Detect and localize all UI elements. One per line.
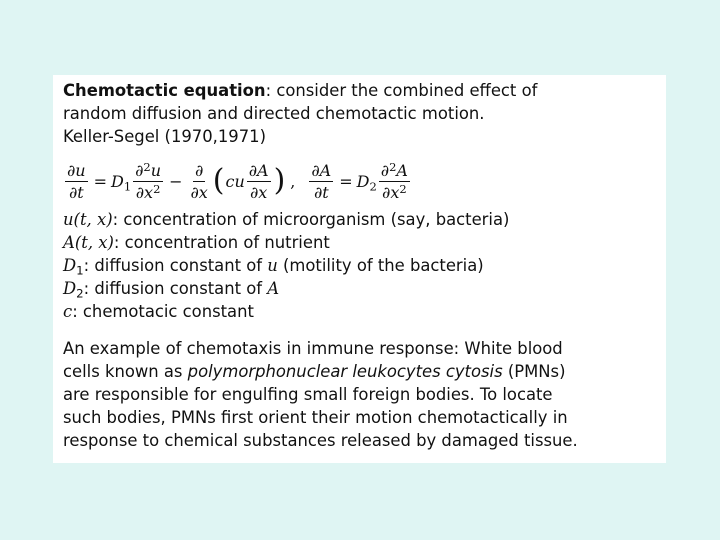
definition-u: u(t, x): concentration of microorganism (say, bacteria): [63, 210, 510, 229]
coef-D1: $D_1$: [110, 171, 132, 193]
heading-title: Chemotactic equation: [63, 81, 266, 100]
frac-dA-dx: $\frac{\partial A}{\partial x}$: [248, 160, 269, 202]
intro-line-2: Keller-Segel (1970,1971): [63, 127, 266, 146]
frac-du-dt: $\frac{\partial u}{\partial t}$: [67, 160, 86, 202]
heading-line: [63, 79, 666, 102]
definition-D1: $D_1$: diffusion constant of u (motility of the bacteria): [63, 256, 484, 278]
paragraph-line-3: are responsible for engulfing small foreign bodies. To locate: [63, 385, 553, 404]
heading-rest: : consider the combined effect of: [265, 81, 538, 100]
frac-d2A-dx2: $\frac{\partial^2A}{\partial x^2}$: [380, 159, 408, 202]
frac-d2u-dx2: $\frac{\partial^2u}{\partial x^2}$: [135, 159, 162, 202]
intro-line-1: random diffusion and directed chemotactic motion.: [63, 104, 485, 123]
spacer: [63, 323, 666, 337]
coef-D2: $D_2$: [356, 171, 377, 193]
definition-D2: $D_2$: diffusion constant of A: [63, 279, 280, 301]
paragraph-line-5: response to chemical substances released by damaged tissue.: [63, 431, 578, 450]
frac-dA-dt: $\frac{\partial A}{\partial t}$: [311, 160, 332, 202]
coef-cu: cu: [225, 171, 245, 191]
paragraph-line-4: such bodies, PMNs first orient their motion chemotactically in: [63, 408, 568, 427]
definition-c: c: chemotacic constant: [63, 302, 254, 321]
paragraph-line-2: cells known as polymorphonuclear leukocytes cytosis (PMNs): [63, 362, 566, 381]
frac-d-dx: $\frac{\partial}{\partial x}$: [190, 160, 208, 202]
chemotactic-equation: $\frac{\partial u}{\partial t}$ = $D_1$ $\frac{\partial^2u}{\partial x^2}$ − $\frac{\partial}{\partial x}$ ( cu $\frac{\partial A}{\partial x}$ ) , $\frac{\partial A}{\partial t}$ = $D_2$ $\frac{\partial^2A}{\partial x^2}$: [67, 159, 408, 202]
slide-content: [53, 75, 666, 463]
paragraph-line-1: An example of chemotaxis in immune response: White blood: [63, 339, 563, 358]
definition-A: A(t, x): concentration of nutrient: [63, 233, 330, 252]
